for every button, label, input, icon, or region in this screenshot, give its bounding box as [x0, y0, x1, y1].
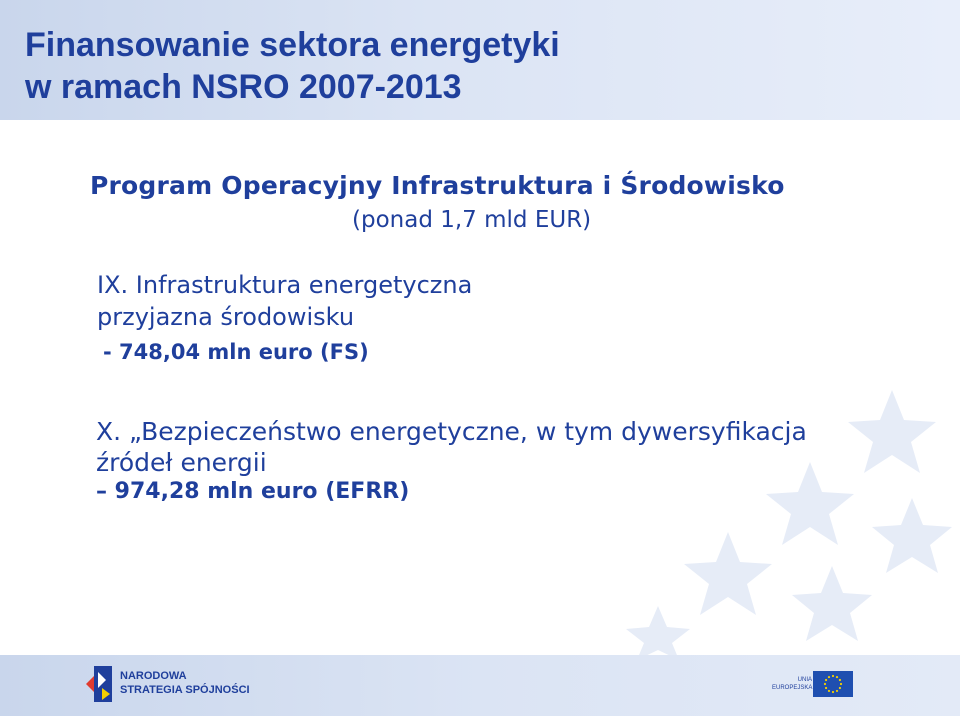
eu-flag-star	[839, 687, 841, 689]
title-line-2: w ramach NSRO 2007-2013	[25, 68, 462, 106]
eu-label-line-1: UNIA	[797, 677, 812, 683]
eu-flag-star	[828, 690, 830, 692]
eu-flag-star	[836, 690, 838, 692]
eu-flag-star	[840, 683, 842, 685]
eu-flag-star	[836, 676, 838, 678]
section-x	[96, 416, 807, 478]
section-ix-amount: - 748,04 mln euro (FS)	[103, 340, 369, 364]
nss-logo-line-1: NARODOWA	[120, 670, 187, 682]
section-ix-line-1: IX. Infrastruktura energetyczna	[97, 271, 473, 299]
eu-label	[772, 676, 812, 692]
eu-flag-star	[832, 675, 834, 677]
eu-label-line-2: EUROPEJSKA	[772, 685, 813, 691]
eu-flag-star	[825, 687, 827, 689]
eu-flag-star	[832, 691, 834, 693]
eu-flag-star	[825, 679, 827, 681]
nss-logo-icon	[84, 664, 114, 704]
header-band	[0, 0, 960, 120]
program-title: Program Operacyjny Infrastruktura i Środowisko	[90, 171, 785, 200]
eu-flag-star	[824, 683, 826, 685]
nss-logo-text	[120, 669, 250, 697]
section-x-line-1: X. „Bezpieczeństwo energetyczne, w tym dywersyfikacja	[96, 417, 807, 446]
page-title	[25, 24, 560, 108]
eu-flag-star	[828, 676, 830, 678]
program-budget: (ponad 1,7 mld EUR)	[352, 207, 592, 233]
nss-logo-line-2: STRATEGIA SPÓJNOŚCI	[120, 684, 250, 696]
section-ix-line-2: przyjazna środowisku	[97, 303, 355, 331]
eu-flag-icon	[813, 671, 853, 697]
decorative-stars-icon	[600, 370, 960, 660]
eu-flag-star	[839, 679, 841, 681]
section-x-amount: – 974,28 mln euro (EFRR)	[96, 479, 410, 504]
section-ix	[97, 269, 472, 333]
title-line-1: Finansowanie sektora energetyki	[25, 26, 560, 64]
section-x-line-2: źródeł energii	[96, 448, 267, 477]
